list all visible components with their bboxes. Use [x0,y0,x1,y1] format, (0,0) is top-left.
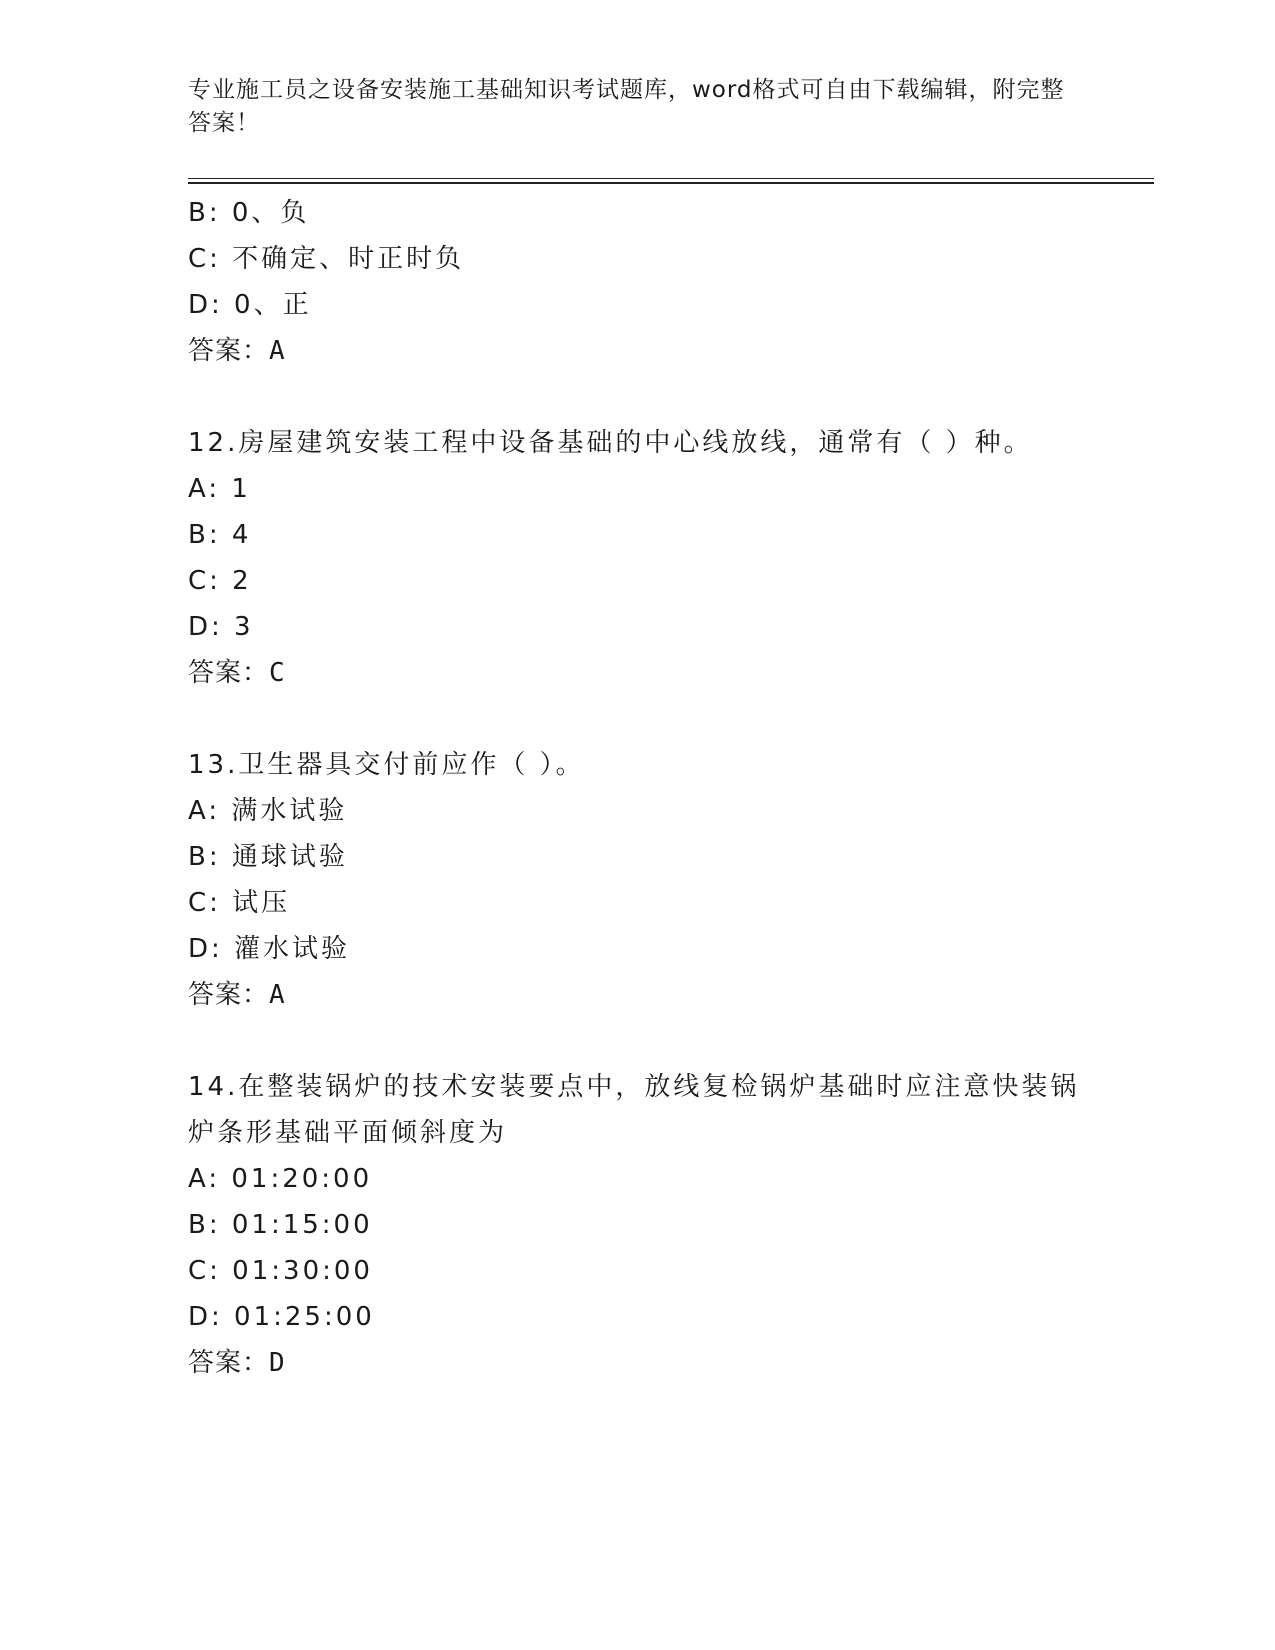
header-rule-thick [188,182,1154,184]
option-c: C: 试压 [188,888,291,918]
question-stem: 12.房屋建筑安装工程中设备基础的中心线放线，通常有（ ）种。 [188,428,1033,458]
answer-line [188,1340,1088,1386]
spacer [188,1018,1088,1064]
option-b: B: 01:15:00 [188,1210,373,1240]
question-stem: 13.卫生器具交付前应作（ ）。 [188,750,585,780]
answer-value: D [269,1348,286,1378]
answer-line [188,972,1088,1018]
question-stem: 14.在整装锅炉的技术安装要点中，放线复检锅炉基础时应注意快装锅炉条形基础平面倾斜度为 [188,1072,1080,1148]
question-12 [188,420,1088,696]
option-d: D: 3 [188,612,254,642]
spacer [188,696,1088,742]
header-rule-thin [188,178,1154,179]
document-header: 专业施工员之设备安装施工基础知识考试题库，word格式可自由下载编辑，附完整答案！ [188,77,1065,136]
spacer [188,374,1088,420]
question-11 [188,190,1088,374]
answer-line [188,328,1088,374]
question-list [188,190,1088,1386]
answer-label: 答案： [188,980,270,1010]
option-d: D: 01:25:00 [188,1302,375,1332]
question-13 [188,742,1088,1018]
answer-label: 答案： [188,336,270,366]
answer-value: A [269,980,286,1010]
option-d: D: 0、正 [188,290,312,320]
option-a: A: 1 [188,474,251,504]
answer-label: 答案： [188,1348,270,1378]
option-a: A: 满水试验 [188,796,348,826]
option-d: D: 灌水试验 [188,934,351,964]
answer-label: 答案： [188,658,270,688]
option-b: B: 通球试验 [188,842,348,872]
option-a: A: 01:20:00 [188,1164,373,1194]
answer-line [188,650,1088,696]
option-b: B: 0、负 [188,198,310,228]
option-b: B: 4 [188,520,252,550]
option-c: C: 01:30:00 [188,1256,373,1286]
answer-value: A [269,336,286,366]
answer-value: C [269,658,286,688]
option-c: C: 2 [188,566,252,596]
option-c: C: 不确定、时正时负 [188,244,465,274]
question-14 [188,1064,1088,1386]
